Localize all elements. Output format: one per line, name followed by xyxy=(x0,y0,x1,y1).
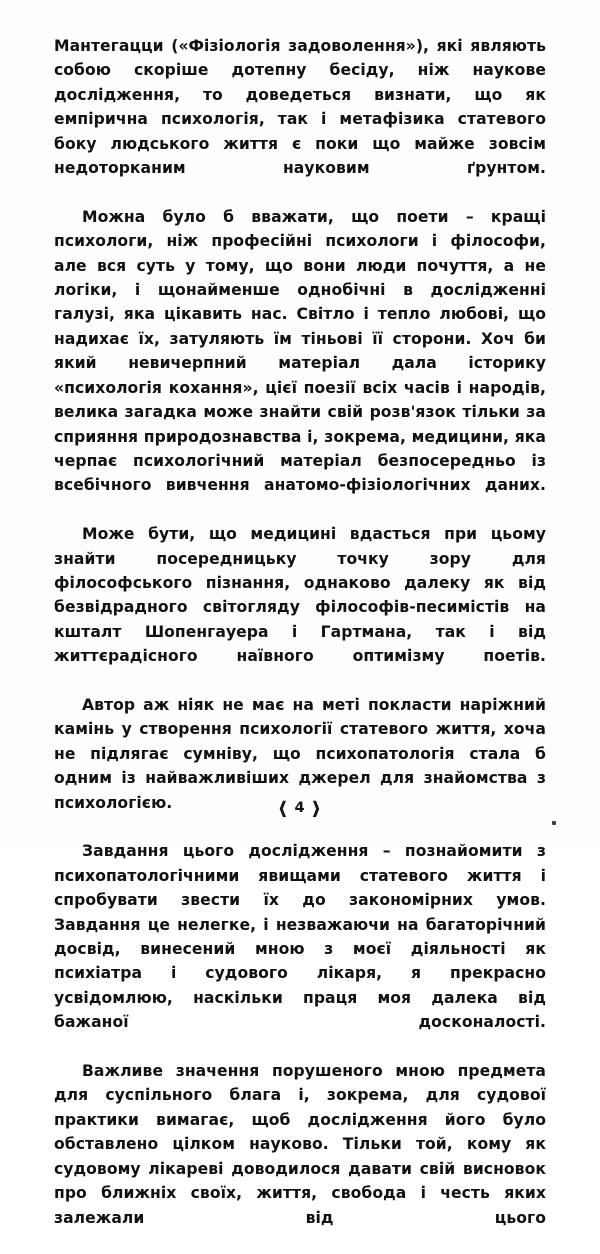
paragraph: Можна було б вважати, що поети – кращі психологи, ніж професійні психологи і філософи, але вся суть у тому, що вони люди почуття, а не логіки, і щонайменше однобічні в дослідженні галузі, яка цікавить нас. Світло і тепло любові, що надихає їх, затуляють їм тіньові її сторони. Хоч би який невичерпний матеріал дала історику «психологія кохання», цієї поезії всіх часів і народів, велика загадка може знайти свій розв'язок тільки за сприяння природознавства і, зокрема, медицини, яка черпає психологічний матеріал безпосередньо із всебічного вивчення анатомо-фізіологічних даних. xyxy=(54,207,546,495)
ornament-right-icon: ❱ xyxy=(310,799,323,818)
scan-artifact-speck xyxy=(552,821,556,825)
paragraph: Автор аж ніяк не має на меті покласти наріжний камінь у створення психології статевого життя, хоча не підлягає сумніву, що психопатологія стала б одним із найважливіших джерел для знайомства з психологією. xyxy=(54,695,546,812)
page-number: 4 xyxy=(294,800,306,816)
page-footer xyxy=(0,800,600,816)
paragraph: Може бути, що медицині вдасться при цьому знайти посередницьку точку зору для філософського пізнання, однаково далеку як від безвідрадного світогляду філософів-песимістів на кшталт Шопенгауера і Гартмана, так і від життєрадісного наївного оптимізму поетів. xyxy=(54,525,546,666)
paragraph: Важливе значення порушеного мною предмета для суспільного блага і, зокрема, для судової практики вимагає, щоб дослідження його було обставлено цілком науково. Тільки той, кому як судовому лікареві доводилося давати свій висновок про ближніх своїх, життя, свобода і честь яких залежали від цього xyxy=(54,1062,546,1227)
paragraph: Мантегацци («Фізіологія задоволення»), які являють собою скоріше дотепну бесіду, ніж наукове дослідження, то доведеться визнати, що як емпірична психологія, так і метафізика статевого боку людського життя є поки що майже зовсім недоторканим науковим ґрунтом. xyxy=(54,37,546,178)
paragraph: Завдання цього дослідження – познайомити з психопатологічними явищами статевого життя і спробувати звести їх до закономірних умов. Завдання це нелегке, і незважаючи на багаторічний досвід, винесений мною з моєї діяльності як психіатра і судового лікаря, я прекрасно усвідомлюю, наскільки праця моя далека від бажаної досконалості. xyxy=(54,842,546,1032)
ornament-left-icon: ❰ xyxy=(277,799,290,818)
body-text-column xyxy=(54,34,546,1254)
